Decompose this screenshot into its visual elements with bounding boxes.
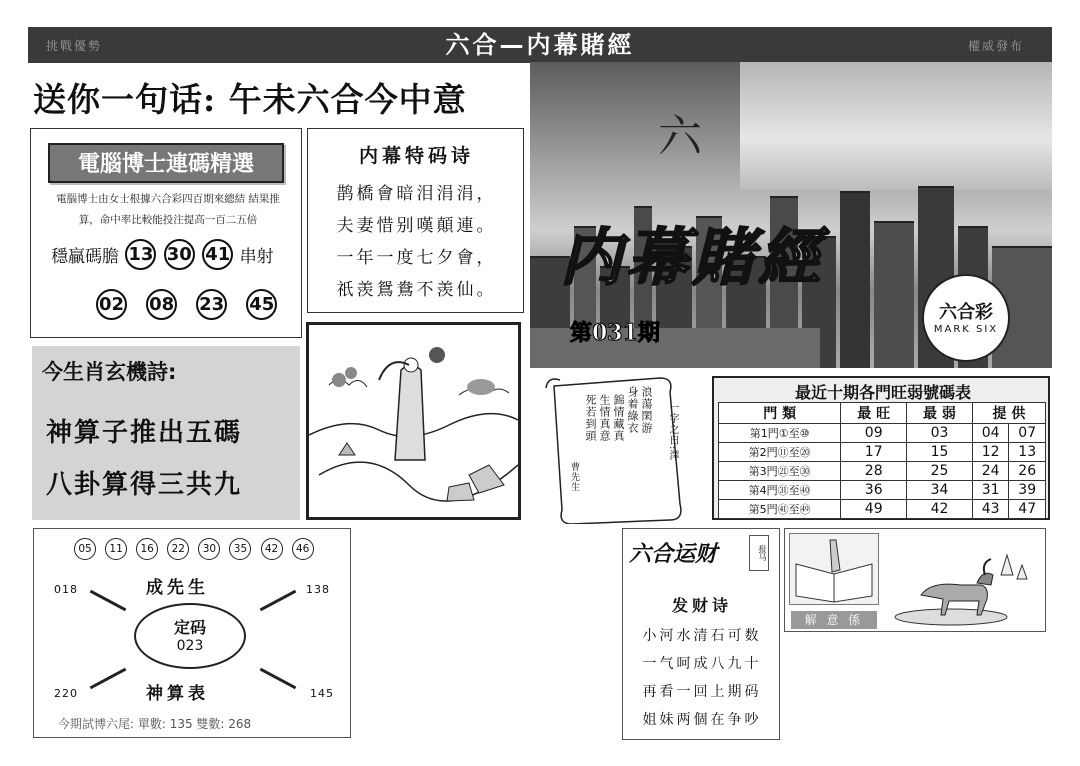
fortune-line: 再看一回上期码 <box>642 684 762 700</box>
scroll-col: 生情真意 <box>598 394 611 442</box>
issue-number: 第031期 <box>570 320 660 346</box>
arrow-icon <box>90 590 127 611</box>
sky-panel <box>740 62 1052 190</box>
number-ball: 45 <box>246 289 277 320</box>
number-ball: 46 <box>292 538 314 560</box>
logo-cn: 六合彩 <box>939 302 993 323</box>
doctor-row2 <box>89 289 284 320</box>
number-ball: 13 <box>125 239 156 270</box>
page-title: 六合—内幕賭經 <box>445 31 635 59</box>
top-text: 成先生 <box>146 578 209 598</box>
banner-title: 内幕賭經 <box>560 221 825 294</box>
door-table-title: 最近十期各門旺弱號碼表 <box>794 383 971 402</box>
poem-line: 一年一度七夕會， <box>336 248 497 268</box>
col-header: 門 類 <box>719 403 841 424</box>
zodiac-title: 今生肖玄機詩: <box>42 360 177 384</box>
table-row: 第5門㊶至㊾ 49 42 43 47 <box>719 500 1046 519</box>
fortune-box <box>622 528 780 740</box>
fortune-line: 一气呵成八九十 <box>642 656 762 672</box>
col-header: 提 供 <box>972 403 1045 424</box>
header-left-text: 挑戰優勢 <box>46 39 103 53</box>
goat-icon <box>881 535 1041 627</box>
doctor-box <box>30 128 302 338</box>
scholar-illustration <box>306 322 521 520</box>
zodiac-box <box>32 346 300 520</box>
number-ball: 41 <box>202 239 233 270</box>
scroll-col: 死若到頭 <box>584 394 597 442</box>
center-ellipse <box>134 603 246 669</box>
table-row: 第4門㉛至㊵ 36 34 31 39 <box>719 481 1046 500</box>
zodiac-line: 神算子推出五碼 <box>46 418 243 448</box>
header-bar <box>28 27 1052 63</box>
doctor-row1 <box>51 239 274 270</box>
door-table-box <box>712 376 1050 520</box>
tail-footer: 今期試博六尾: 單數: 135 雙數: 268 <box>58 717 252 731</box>
scroll-poem <box>542 374 692 524</box>
fortune-line: 姐妹两個在争吵 <box>642 712 762 728</box>
fortune-tag: 报马 <box>749 535 769 571</box>
corner-tl: 018 <box>54 583 78 596</box>
number-ball: 23 <box>196 289 227 320</box>
ball-row <box>72 537 316 560</box>
number-ball: 42 <box>261 538 283 560</box>
number-ball: 22 <box>167 538 189 560</box>
door-table <box>718 402 1046 519</box>
scroll-col: 錦情藏真 <box>612 394 625 442</box>
misc-images <box>784 528 1046 632</box>
number-ball: 30 <box>164 239 195 270</box>
bottom-text: 神算表 <box>146 684 209 704</box>
corner-bl: 220 <box>54 687 78 700</box>
banner-image <box>530 62 1052 368</box>
misc-label: 解 意 係 <box>791 611 877 629</box>
corner-br: 145 <box>310 687 334 700</box>
fortune-head: 六合运财 <box>629 541 718 567</box>
fixed-code-box <box>33 528 351 738</box>
fortune-title: 发财诗 <box>671 596 732 615</box>
logo-en: MARK SIX <box>933 324 999 335</box>
number-ball: 11 <box>105 538 127 560</box>
arrow-icon <box>260 668 297 689</box>
banner-six: 六 <box>658 111 702 162</box>
scroll-col: 身着綠衣 <box>626 386 639 434</box>
arrow-icon <box>260 590 297 611</box>
table-row: 第3門㉑至㉚ 28 25 24 26 <box>719 462 1046 481</box>
corner-tr: 138 <box>306 583 330 596</box>
row1-prefix: 穩贏碼膽 <box>51 247 119 267</box>
poem-line: 鹊橋會暗泪涓涓， <box>336 184 497 204</box>
poem-box <box>307 128 524 313</box>
scroll-side: 一字之曰:澤 <box>667 402 678 462</box>
col-header: 最 弱 <box>907 403 973 424</box>
zodiac-line: 八卦算得三共九 <box>46 470 243 500</box>
number-ball: 16 <box>136 538 158 560</box>
center-value: 023 <box>176 638 204 654</box>
col-header: 最 旺 <box>841 403 907 424</box>
doctor-title: 電腦博士連碼精選 <box>48 143 284 183</box>
number-ball: 08 <box>146 289 177 320</box>
poem-line: 夫妻惜别嘆顛連。 <box>336 216 497 236</box>
scroll-col: 浪蕩閑游 <box>640 386 653 434</box>
doctor-desc: 電腦博士由女士根據六合彩四百期來總結 結果推算，命中率比較能投注提高一百二五倍 <box>56 193 280 226</box>
fortune-line: 小河水清石可数 <box>642 628 762 644</box>
number-ball: 02 <box>96 289 127 320</box>
mark-six-logo <box>922 274 1010 362</box>
book-icon <box>789 533 879 605</box>
arrow-icon <box>90 668 127 689</box>
number-ball: 30 <box>198 538 220 560</box>
number-ball: 35 <box>229 538 251 560</box>
scholar-drawing <box>309 325 518 517</box>
table-row: 第1門①至⑩ 09 03 04 07 <box>719 424 1046 443</box>
row1-suffix: 串射 <box>239 247 274 267</box>
scroll-author: 曹先生 <box>569 462 579 492</box>
slogan: 送你一句话: 午未六合今中意 <box>33 80 467 119</box>
header-right-text: 權威發布 <box>967 39 1024 53</box>
table-row: 第2門⑪至⑳ 17 15 12 13 <box>719 443 1046 462</box>
center-label: 定码 <box>173 618 206 637</box>
poem-title: 内幕特码诗 <box>358 145 474 167</box>
poem-line: 祇羡鴛鴦不羡仙。 <box>336 280 497 300</box>
number-ball: 05 <box>74 538 96 560</box>
